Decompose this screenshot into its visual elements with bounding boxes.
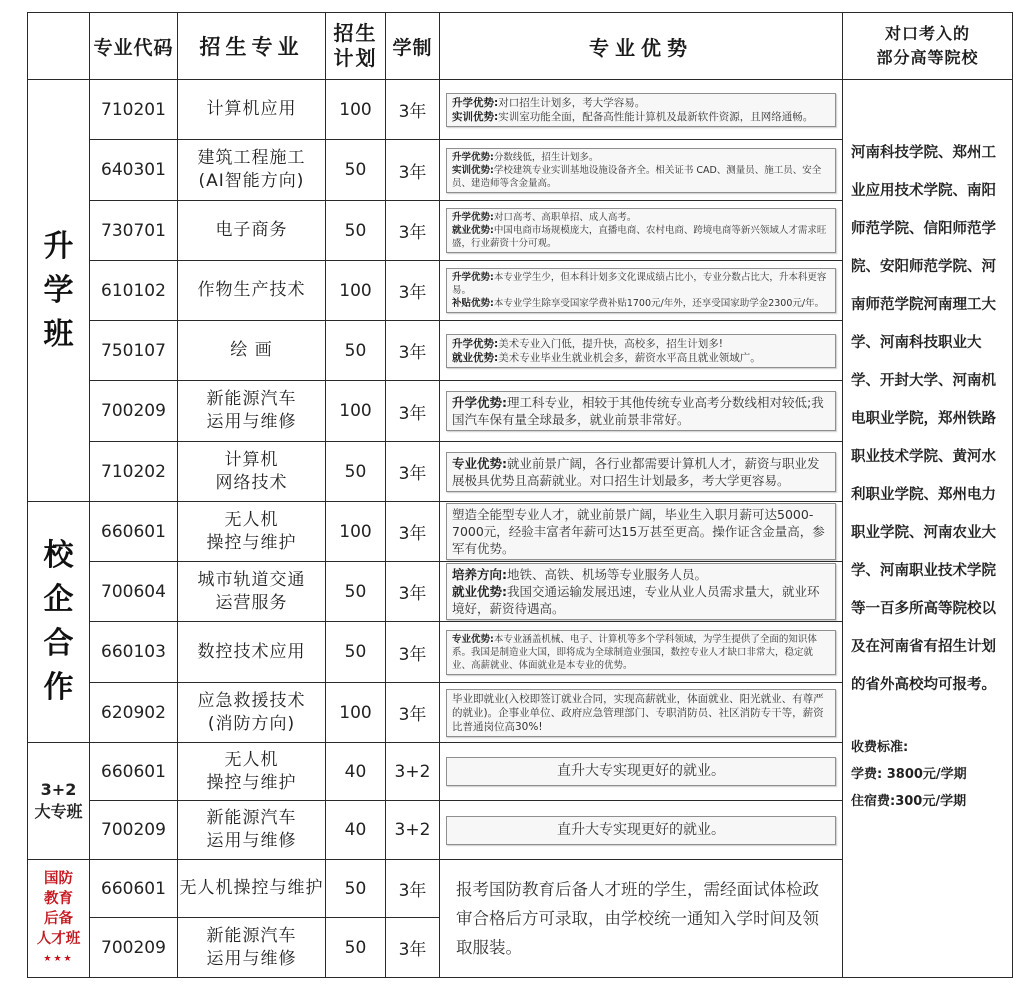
major-name: 应急救援技术 (消防方向): [178, 683, 326, 743]
advantage: 培养方向:地铁、高铁、机场等专业服务人员。 就业优势:我国交通运输发展迅速，专业从业人员需求量大，就业环境好，薪资待遇高。: [440, 562, 843, 622]
plan-count: 100: [326, 261, 386, 321]
plan-count: 40: [326, 743, 386, 801]
duration: 3年: [386, 562, 440, 622]
header-blank: [28, 13, 90, 80]
advantage: 专业优势:本专业涵盖机械、电子、计算机等多个学科领域，为学生提供了全面的知识体系。我国是制造业大国，即将成为全球制造业强国，数控专业人才缺口非常大，稳定就业、高薪就业、体面就业是本专业的优势。: [440, 622, 843, 683]
plan-count: 50: [326, 622, 386, 683]
defense-note: 报考国防教育后备人才班的学生，需经面试体检政审合格后方可录取，由学校统一通知入学时间及领取服装。: [446, 869, 836, 968]
major-code: 730701: [90, 201, 178, 261]
colleges-list: 河南科技学院、郑州工业应用技术学院、南阳师范学院、信阳师范学院、安阳师范学院、河南师范学院河南理工大学、河南科技职业大学、开封大学、河南机电职业学院，郑州铁路职业技术学院、黄河水利职业学院、郑州电力职业学院、河南农业大学、河南职业技术学院等一百多所高等院校以及在河南省有招生计划的省外高校均可报考。: [851, 145, 996, 693]
header-colleges: 对口考入的 部分高等院校: [843, 13, 1013, 80]
duration: 3年: [386, 918, 440, 978]
major-name: 作物生产技术: [178, 261, 326, 321]
advantage: 塑造全能型专业人才，就业前景广阔，毕业生入职月薪可达5000-7000元，经验丰富者年薪可达15万甚至更高。操作证含金量高，参军有优势。: [440, 502, 843, 562]
major-code: 700209: [90, 918, 178, 978]
major-name: 无人机操控与维护: [178, 860, 326, 918]
major-name: 计算机 网络技术: [178, 442, 326, 502]
category-xiaoqi: 校 企 合 作: [28, 502, 90, 743]
advantage: 升学优势:对口高考、高职单招、成人高考。 就业优势:中国电商市场规模庞大，直播电商、农村电商、跨境电商等新兴领域人才需求旺盛，行业薪资十分可观。: [440, 201, 843, 261]
colleges-panel: [843, 80, 1013, 978]
duration: 3年: [386, 622, 440, 683]
header-major: 招生专业: [178, 13, 326, 80]
advantage: 升学优势:美术专业入门低，提升快，高校多，招生计划多! 就业优势:美术专业毕业生就业机会多，薪资水平高且就业领域广。: [440, 321, 843, 381]
duration: 3年: [386, 442, 440, 502]
duration: 3年: [386, 80, 440, 140]
major-name: 电子商务: [178, 201, 326, 261]
major-code: 710201: [90, 80, 178, 140]
major-name: 新能源汽车 运用与维修: [178, 918, 326, 978]
category-guofang: 国防 教育 后备 人才班 ★★★: [28, 860, 90, 978]
advantage: 直升大专实现更好的就业。: [440, 743, 843, 801]
header-row: [28, 13, 1013, 80]
header-duration: 学制: [386, 13, 440, 80]
plan-count: 50: [326, 918, 386, 978]
advantage: 升学优势:对口招生计划多，考大学容易。 实训优势:实训室功能全面，配备高性能计算机及最新软件资源，且网络通畅。: [440, 80, 843, 140]
duration: 3年: [386, 381, 440, 442]
major-name: 无人机 操控与维护: [178, 743, 326, 801]
major-code: 700209: [90, 801, 178, 860]
duration: 3+2: [386, 743, 440, 801]
major-code: 710202: [90, 442, 178, 502]
plan-count: 100: [326, 80, 386, 140]
plan-count: 50: [326, 562, 386, 622]
major-code: 660103: [90, 622, 178, 683]
advantage: 毕业即就业(入校即签订就业合同，实现高薪就业，体面就业、阳光就业、有尊严的就业)。企事业单位、政府应急管理部门、专职消防员、社区消防专干等，薪资比普通岗位高30%!: [440, 683, 843, 743]
header-plan: 招生 计划: [326, 13, 386, 80]
major-name: 建筑工程施工 (AI智能方向): [178, 140, 326, 201]
header-code: 专业代码: [90, 13, 178, 80]
advantage: 专业优势:就业前景广阔，各行业都需要计算机人才，薪资与职业发展极具优势且高薪就业。对口招生计划最多，考大学更容易。: [440, 442, 843, 502]
table-row: [28, 80, 1013, 140]
major-code: 750107: [90, 321, 178, 381]
major-name: 数控技术应用: [178, 622, 326, 683]
category-shengxue: 升 学 班: [28, 80, 90, 502]
category-dazhuan: 3+2 大专班: [28, 743, 90, 860]
enrollment-table: [27, 12, 1013, 978]
duration: 3年: [386, 860, 440, 918]
duration: 3年: [386, 502, 440, 562]
header-advantage: 专业优势: [440, 13, 843, 80]
plan-count: 100: [326, 683, 386, 743]
plan-count: 50: [326, 201, 386, 261]
plan-count: 50: [326, 860, 386, 918]
plan-count: 50: [326, 140, 386, 201]
plan-count: 100: [326, 381, 386, 442]
plan-count: 100: [326, 502, 386, 562]
advantage: 升学优势:理工科专业，相较于其他传统专业高考分数线相对较低;我国汽车保有量全球最多，就业前景非常好。: [440, 381, 843, 442]
major-name: 绘 画: [178, 321, 326, 381]
major-code: 660601: [90, 860, 178, 918]
plan-count: 50: [326, 442, 386, 502]
duration: 3年: [386, 683, 440, 743]
fees: 收费标准: 学费: 3800元/学期 住宿费:300元/学期: [851, 740, 967, 809]
advantage: 升学优势:分数线低，招生计划多。 实训优势:学校建筑专业实训基地设施设备齐全。相关证书 CAD、测量员、施工员、安全员、建造师等含金量高。: [440, 140, 843, 201]
major-code: 640301: [90, 140, 178, 201]
major-code: 660601: [90, 502, 178, 562]
plan-count: 50: [326, 321, 386, 381]
advantage: 升学优势:本专业学生少，但本科计划多文化课成绩占比小，专业分数占比大，升本科更容易。 补贴优势:本专业学生除享受国家学费补贴1700元/年外，还享受国家助学金2300元/年。: [440, 261, 843, 321]
major-code: 620902: [90, 683, 178, 743]
major-code: 700604: [90, 562, 178, 622]
major-name: 计算机应用: [178, 80, 326, 140]
major-name: 新能源汽车 运用与维修: [178, 381, 326, 442]
defense-note-cell: [440, 860, 843, 978]
duration: 3+2: [386, 801, 440, 860]
duration: 3年: [386, 321, 440, 381]
major-code: 660601: [90, 743, 178, 801]
major-code: 700209: [90, 381, 178, 442]
major-name: 新能源汽车 运用与维修: [178, 801, 326, 860]
duration: 3年: [386, 201, 440, 261]
major-code: 610102: [90, 261, 178, 321]
stars-icon: ★★★: [43, 953, 74, 964]
plan-count: 40: [326, 801, 386, 860]
duration: 3年: [386, 261, 440, 321]
major-name: 无人机 操控与维护: [178, 502, 326, 562]
duration: 3年: [386, 140, 440, 201]
advantage: 直升大专实现更好的就业。: [440, 801, 843, 860]
major-name: 城市轨道交通 运营服务: [178, 562, 326, 622]
